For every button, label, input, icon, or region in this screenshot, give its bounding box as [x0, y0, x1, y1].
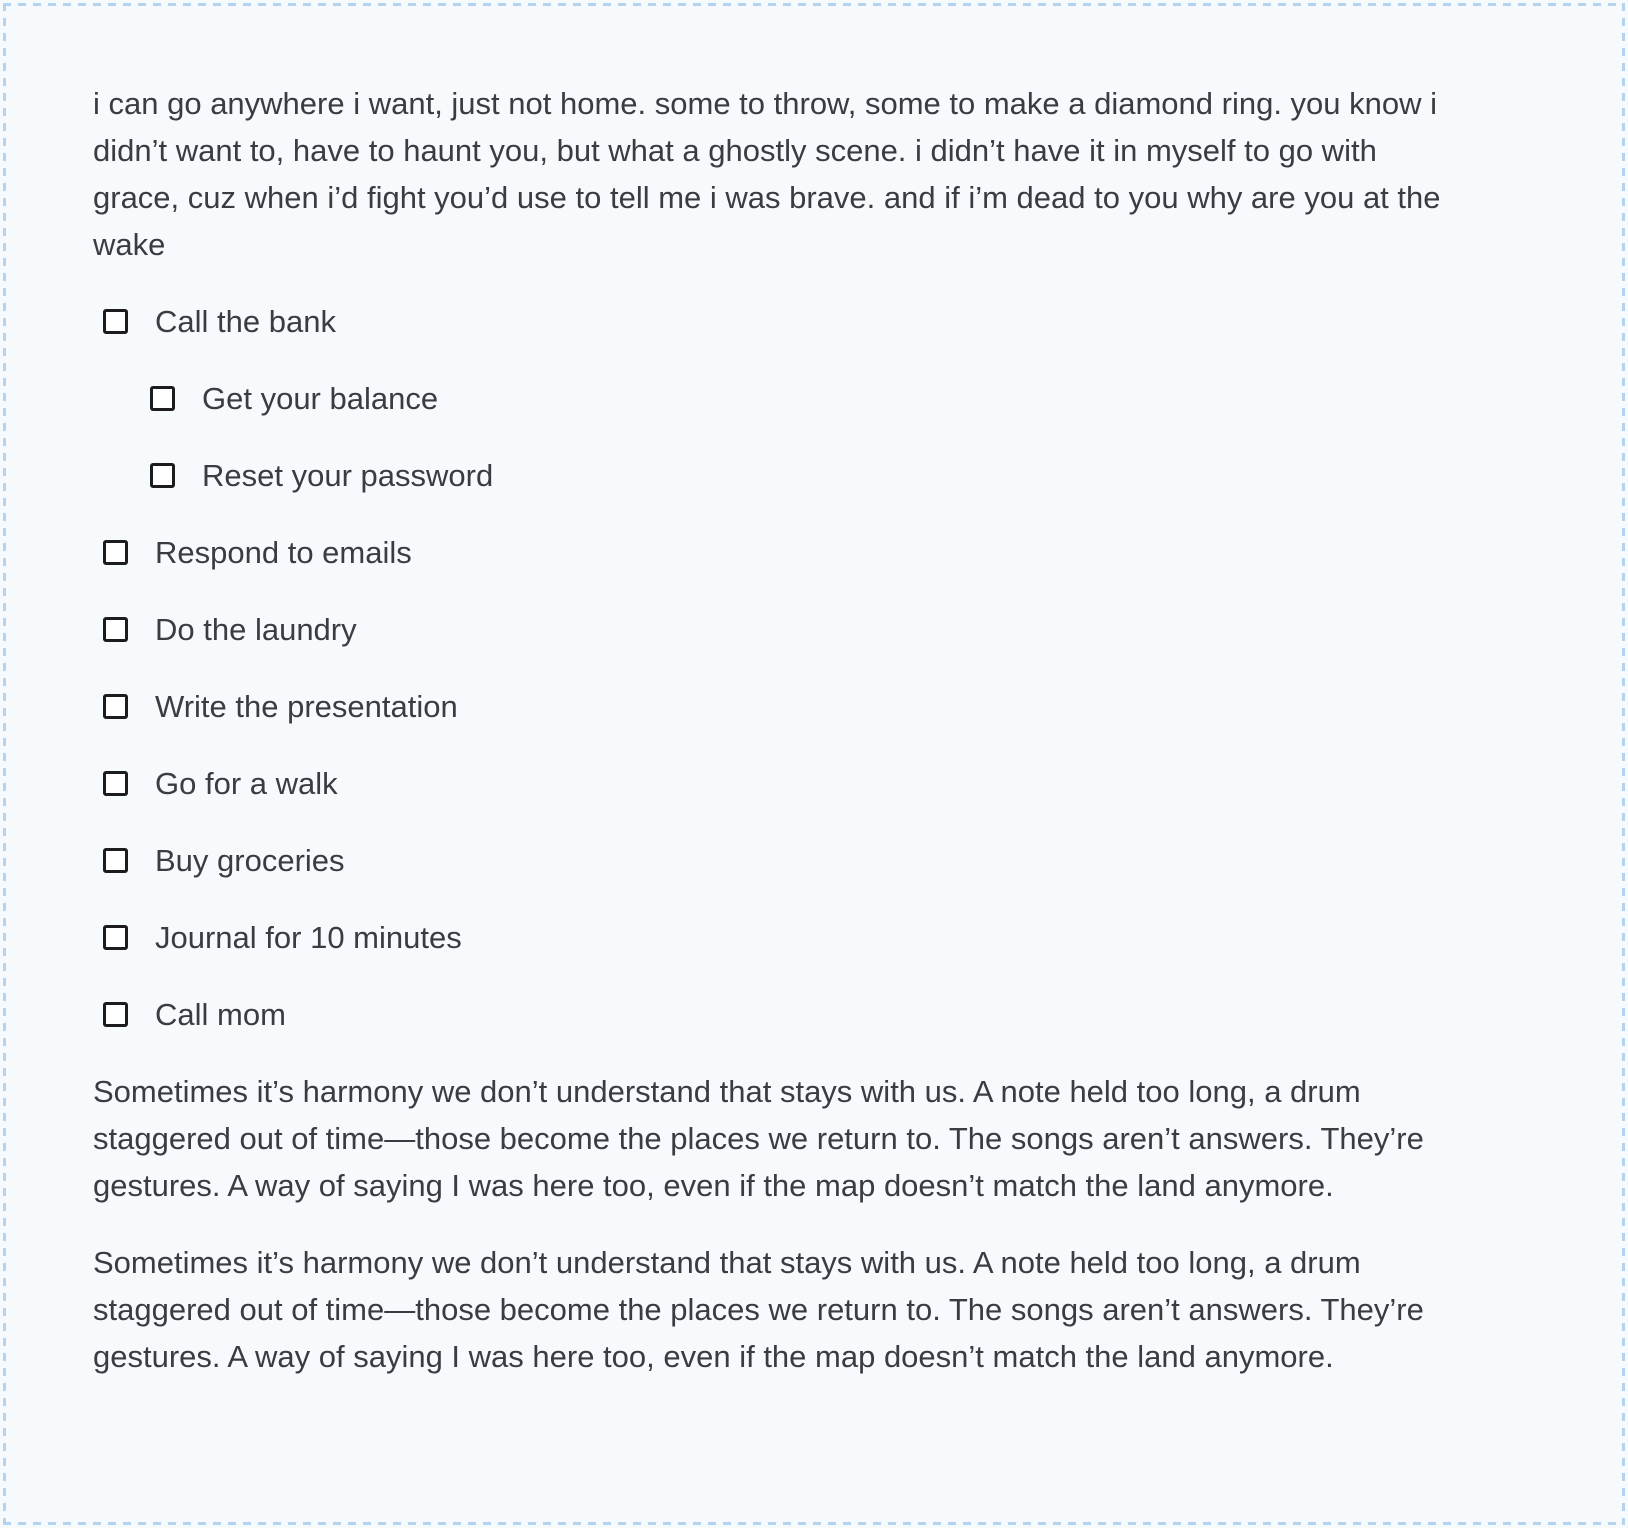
document-content	[93, 80, 1453, 1410]
todo-label: Respond to emails	[155, 535, 412, 570]
todo-item	[93, 375, 1453, 422]
todo-item	[93, 991, 1453, 1038]
todo-label: Go for a walk	[155, 766, 338, 801]
todo-label: Write the presentation	[155, 689, 458, 724]
checkbox-unchecked[interactable]	[150, 386, 175, 411]
todo-checklist	[93, 298, 1453, 1038]
todo-item	[93, 452, 1453, 499]
checkbox-unchecked[interactable]	[103, 848, 128, 873]
checkbox-unchecked[interactable]	[103, 925, 128, 950]
intro-paragraph: i can go anywhere i want, just not home. some to throw, some to make a diamond ring. you know i didn’t want to, have to haunt you, but what a ghostly scene. i didn’t have it in myself to go with grace, cuz when i’d fight you’d use to tell me i was brave. and if i’m dead to you why are you at the wake	[93, 86, 1441, 262]
closing-paragraph-2: Sometimes it’s harmony we don’t understand that stays with us. A note held too long, a drum staggered out of time—those become the places we return to. The songs aren’t answers. They’re gestures. A way of saying I was here too, even if the map doesn’t match the land anymore.	[93, 1245, 1424, 1374]
selection-border-right	[1622, 3, 1625, 1525]
todo-label: Buy groceries	[155, 843, 345, 878]
todo-item	[93, 837, 1453, 884]
checkbox-unchecked[interactable]	[103, 1002, 128, 1027]
selection-border-top	[3, 3, 1625, 6]
checkbox-unchecked[interactable]	[150, 463, 175, 488]
checkbox-unchecked[interactable]	[103, 771, 128, 796]
checkbox-unchecked[interactable]	[103, 540, 128, 565]
todo-label: Call mom	[155, 997, 286, 1032]
todo-label: Reset your password	[202, 458, 494, 493]
todo-item	[93, 760, 1453, 807]
checkbox-unchecked[interactable]	[103, 309, 128, 334]
todo-item	[93, 606, 1453, 653]
checkbox-unchecked[interactable]	[103, 694, 128, 719]
todo-item	[93, 529, 1453, 576]
selection-border-left	[3, 3, 6, 1525]
todo-label: Call the bank	[155, 304, 336, 339]
todo-item	[93, 298, 1453, 345]
checkbox-unchecked[interactable]	[103, 617, 128, 642]
todo-item	[93, 914, 1453, 961]
todo-label: Get your balance	[202, 381, 439, 416]
todo-label: Do the laundry	[155, 612, 357, 647]
todo-label: Journal for 10 minutes	[155, 920, 462, 955]
todo-item	[93, 683, 1453, 730]
selection-border-bottom	[3, 1522, 1625, 1525]
closing-paragraph-1: Sometimes it’s harmony we don’t understand that stays with us. A note held too long, a drum staggered out of time—those become the places we return to. The songs aren’t answers. They’re gestures. A way of saying I was here too, even if the map doesn’t match the land anymore.	[93, 1074, 1424, 1203]
